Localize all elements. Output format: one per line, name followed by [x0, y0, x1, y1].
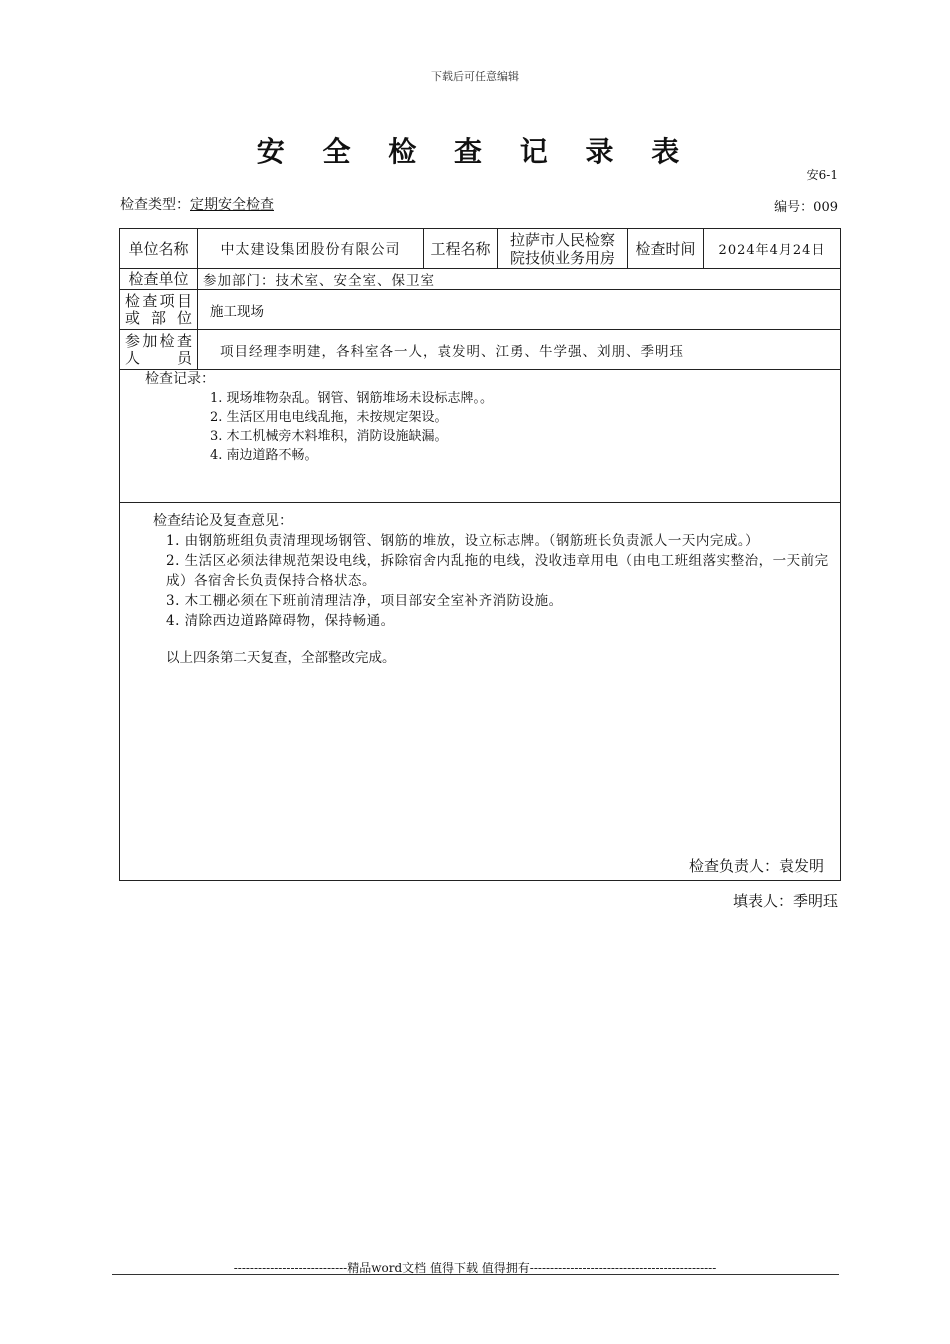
participants-label — [120, 330, 198, 370]
record-list — [125, 389, 835, 465]
unit-name-value: 中太建设集团股份有限公司 — [198, 229, 424, 269]
participants-label-line2: 人 员 — [125, 348, 192, 367]
conclusion-list — [120, 531, 840, 631]
check-time-value: 2024年4月24日 — [704, 229, 841, 269]
dept-row — [120, 269, 841, 290]
record-row — [120, 370, 841, 503]
inspection-table — [119, 228, 841, 881]
conclusion-item: 3. 木工棚必须在下班前清理洁净，项目部安全室补齐消防设施。 — [166, 593, 563, 609]
record-cell — [120, 370, 841, 503]
check-time-label: 检查时间 — [628, 229, 704, 269]
record-item: 2. 生活区用电电线乱拖，未按规定架设。 — [210, 410, 448, 425]
check-type-line — [120, 194, 296, 214]
footer-text: ----------------------------精品word文档 值得下载 值得拥有---------------------------------------------- — [233, 1261, 717, 1275]
check-unit-value: 参加部门：技术室、安全室、保卫室 — [198, 269, 841, 290]
form-filler: 填表人：季明珏 — [732, 892, 838, 910]
record-number: 编号：009 — [774, 200, 838, 215]
check-item-label — [120, 290, 198, 330]
record-item: 4. 南边道路不畅。 — [210, 448, 318, 463]
conclusion-item: 4. 清除西边道路障碍物，保持畅通。 — [166, 613, 395, 629]
conclusion-row — [120, 503, 841, 881]
check-type-label: 检查类型： — [120, 197, 190, 213]
check-item-value: 施工现场 — [198, 290, 841, 330]
check-unit-label: 检查单位 — [120, 269, 198, 290]
conclusion-cell — [120, 503, 841, 881]
inspector-signature: 检查负责人：袁发明 — [688, 857, 824, 875]
project-name-label: 工程名称 — [424, 229, 498, 269]
unit-name-label: 单位名称 — [120, 229, 198, 269]
page-title: 安 全 检 查 记 录 表 — [256, 135, 694, 168]
form-code: 安6-1 — [806, 168, 838, 182]
conclusion-summary: 以上四条第二天复查，全部整改完成。 — [166, 650, 396, 666]
record-item: 3. 木工机械旁木料堆积，消防设施缺漏。 — [210, 429, 448, 444]
record-item: 1. 现场堆物杂乱。钢管、钢筋堆场未设标志牌。。 — [210, 391, 494, 406]
project-name-value: 拉萨市人民检察院技侦业务用房 — [498, 229, 628, 269]
check-item-label-line2: 或 部 位 — [125, 308, 192, 327]
header-note: 下载后可任意编辑 — [431, 70, 519, 83]
record-heading: 检查记录： — [145, 371, 215, 387]
participants-label-line1: 参加检查 — [125, 331, 192, 350]
item-row — [120, 290, 841, 330]
people-row — [120, 330, 841, 370]
conclusion-item: 1. 由钢筋班组负责清理现场钢管、钢筋的堆放，设立标志牌。（钢筋班长负责派人一天内完成。） — [166, 533, 760, 549]
unit-row — [120, 229, 841, 269]
conclusion-heading: 检查结论及复查意见： — [153, 513, 293, 529]
footer-divider — [112, 1274, 839, 1275]
check-type-value: 定期安全检查 — [190, 197, 274, 213]
participants-value: 项目经理李明建，各科室各一人，袁发明、江勇、牛学强、刘朋、季明珏 — [198, 330, 841, 370]
conclusion-item: 2. 生活区必须法律规范架设电线，拆除宿舍内乱拖的电线，没收违章用电（由电工班组落实整治，一天前完成）各宿舍长负责保持合格状态。 — [166, 553, 829, 589]
check-item-label-line1: 检查项目 — [125, 291, 192, 310]
